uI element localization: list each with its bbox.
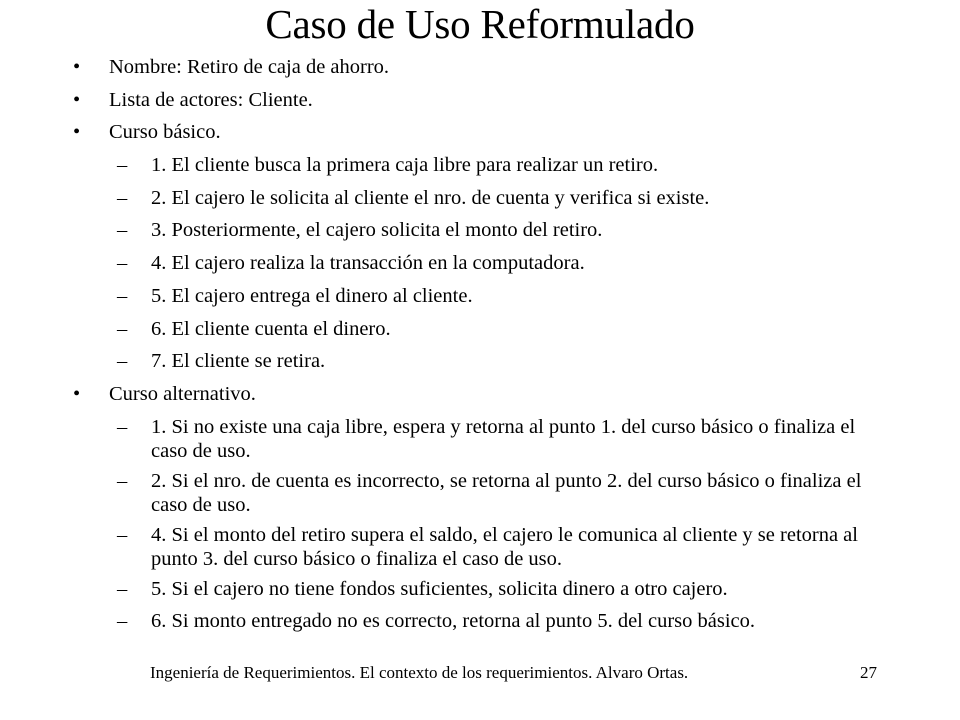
step-text: 7. El cliente se retira. bbox=[151, 350, 326, 373]
step-text: 5. El cajero entrega el dinero al cliente. bbox=[151, 284, 473, 307]
step-text: 1. Si no existe una caja libre, espera y retorna al punto 1. del curso básico o finaliza el caso de uso. bbox=[151, 415, 856, 462]
basic-step bbox=[0, 218, 960, 242]
bullet-text: Curso alternativo. bbox=[109, 382, 256, 405]
dash-marker: – bbox=[117, 317, 128, 340]
dash-marker: – bbox=[117, 219, 128, 242]
page-number: 27 bbox=[860, 663, 877, 682]
bullet-marker: • bbox=[73, 382, 81, 405]
bullet-item bbox=[0, 382, 960, 406]
basic-step bbox=[0, 349, 960, 373]
bullet-marker: • bbox=[73, 88, 81, 111]
slide-title: Caso de Uso Reformulado bbox=[265, 1, 695, 47]
bullet-marker: • bbox=[73, 56, 81, 78]
basic-step bbox=[0, 186, 960, 210]
dash-marker: – bbox=[117, 252, 128, 275]
footer-text: Ingeniería de Requerimientos. El contexto de los requerimientos. Alvaro Ortas. bbox=[150, 663, 689, 682]
bullet-item bbox=[0, 120, 960, 144]
bullet-item bbox=[0, 55, 960, 79]
step-text: 5. Si el cajero no tiene fondos suficientes, solicita dinero a otro cajero. bbox=[151, 577, 728, 600]
bullet-item bbox=[0, 88, 960, 112]
step-text: 2. Si el nro. de cuenta es incorrecto, se retorna al punto 2. del curso básico o finaliza el caso de uso. bbox=[151, 469, 862, 516]
dash-marker: – bbox=[117, 186, 128, 209]
bullet-text: Lista de actores: Cliente. bbox=[109, 88, 313, 111]
step-text: 4. El cajero realiza la transacción en la computadora. bbox=[151, 252, 585, 275]
basic-step bbox=[0, 284, 960, 308]
basic-step bbox=[0, 317, 960, 341]
step-text: 2. El cajero le solicita al cliente el nro. de cuenta y verifica si existe. bbox=[151, 186, 710, 209]
alt-step bbox=[0, 415, 871, 463]
dash-marker: – bbox=[117, 284, 128, 307]
basic-step bbox=[0, 153, 960, 177]
alt-step bbox=[0, 523, 871, 571]
alt-step bbox=[0, 469, 871, 517]
dash-marker: – bbox=[117, 469, 128, 492]
step-text: 3. Posteriormente, el cajero solicita el monto del retiro. bbox=[151, 219, 603, 242]
dash-marker: – bbox=[117, 350, 128, 373]
dash-marker: – bbox=[117, 154, 128, 177]
bullet-marker: • bbox=[73, 121, 81, 144]
basic-step bbox=[0, 251, 960, 275]
alt-step bbox=[0, 609, 960, 633]
dash-marker: – bbox=[117, 523, 128, 546]
slide-content bbox=[0, 55, 960, 642]
bullet-text: Nombre: Retiro de caja de ahorro. bbox=[109, 56, 390, 78]
dash-marker: – bbox=[117, 577, 128, 600]
dash-marker: – bbox=[117, 415, 128, 438]
step-text: 4. Si el monto del retiro supera el saldo, el cajero le comunica al cliente y se retorna al punto 3. del curso básico o finaliza el caso de uso. bbox=[151, 523, 858, 570]
dash-marker: – bbox=[117, 610, 128, 633]
step-text: 6. El cliente cuenta el dinero. bbox=[151, 317, 391, 340]
step-text: 1. El cliente busca la primera caja libre para realizar un retiro. bbox=[151, 154, 659, 177]
step-text: 6. Si monto entregado no es correcto, retorna al punto 5. del curso básico. bbox=[151, 610, 756, 633]
alt-step bbox=[0, 577, 960, 601]
bullet-text: Curso básico. bbox=[109, 121, 221, 144]
